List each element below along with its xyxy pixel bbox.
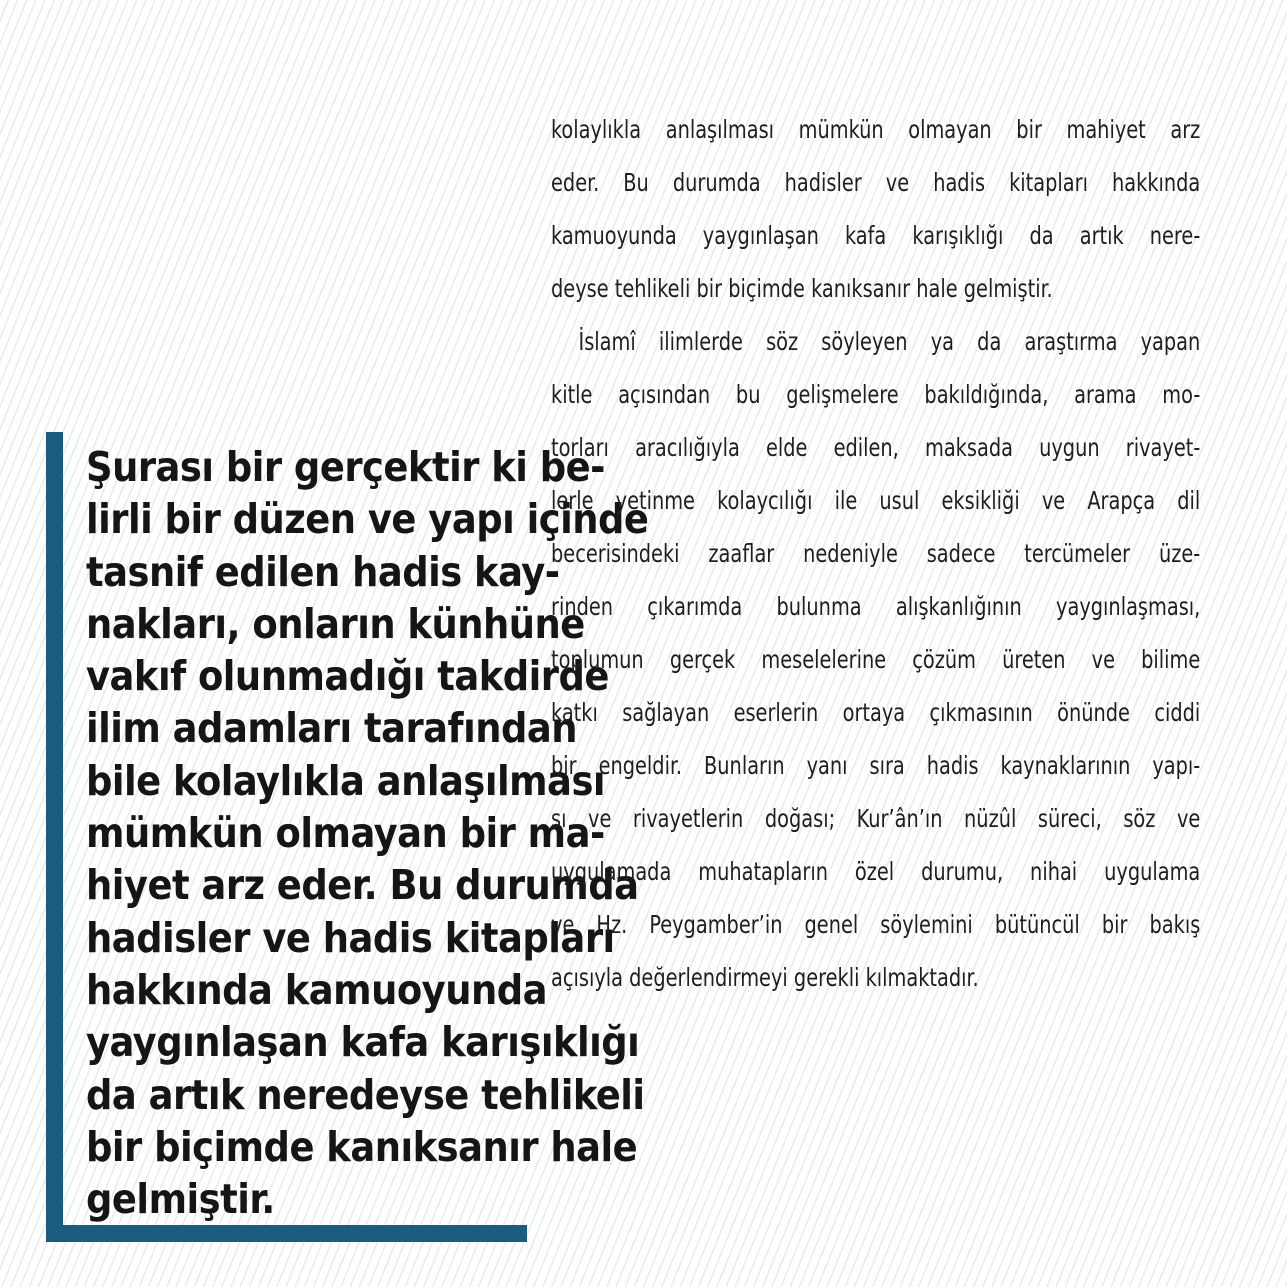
body-line: rinden çıkarımda bulunma alışkanlığının yaygınlaşması,: [551, 592, 1201, 621]
quote-line: hakkında kamuoyunda: [86, 965, 548, 1014]
quote-line: yaygınlaşan kafa karışıklığı: [86, 1018, 640, 1067]
body-line: İslamî ilimlerde söz söyleyen ya da araştırma yapan: [578, 327, 1201, 356]
body-line: katkı sağlayan eserlerin ortaya çıkmasının önünde ciddi: [551, 698, 1201, 727]
body-paragraphs: [551, 103, 1201, 1004]
quote-line: tasnif edilen hadis kay-: [86, 547, 560, 596]
body-line: açısıyla değerlendirmeyi gerekli kılmaktadır.: [551, 963, 979, 992]
body-line: kamuoyunda yaygınlaşan kafa karışıklığı da artık nere-: [551, 221, 1201, 250]
quote-line: hadisler ve hadis kitapları: [86, 913, 615, 962]
quote-line: gelmiştir.: [86, 1175, 275, 1224]
body-line: sı ve rivayetlerin doğası; Kur’ân’ın nüzûl süreci, söz ve: [551, 804, 1201, 833]
quote-line: nakları, onların künhüne: [86, 599, 585, 648]
body-line: deyse tehlikeli bir biçimde kanıksanır hale gelmiştir.: [551, 274, 1053, 303]
pull-quote: [86, 441, 649, 1225]
body-line: lerle yetinme kolaycılığı ile usul eksikliği ve Arapça dil: [551, 486, 1201, 515]
quote-line: hiyet arz eder. Bu durumda: [86, 861, 639, 910]
body-line: eder. Bu durumda hadisler ve hadis kitapları hakkında: [551, 168, 1201, 197]
body-line: bir engeldir. Bunların yanı sıra hadis kaynaklarının yapı-: [551, 751, 1201, 780]
quote-line: vakıf olunmadığı takdirde: [86, 652, 609, 701]
body-line: uygulamada muhatapların özel durumu, nihai uygulama: [551, 857, 1201, 886]
body-line: ve Hz. Peygamber’in genel söylemini bütüncül bir bakış: [551, 910, 1201, 939]
quote-line: Şurası bir gerçektir ki be-: [86, 443, 605, 491]
quote-line: lirli bir düzen ve yapı içinde: [86, 495, 649, 544]
body-line: torları aracılığıyla elde edilen, maksada uygun rivayet-: [551, 433, 1201, 462]
body-line: toplumun gerçek meselelerine çözüm üreten ve bilime: [551, 645, 1201, 674]
quote-line: mümkün olmayan bir ma-: [86, 809, 605, 858]
quote-line: da artık neredeyse tehlikeli: [86, 1070, 645, 1119]
body-line: becerisindeki zaaflar nedeniyle sadece tercümeler üze-: [551, 539, 1201, 568]
quote-line: bile kolaylıkla anlaşılması: [86, 756, 606, 805]
quote-line: bir biçimde kanıksanır hale: [86, 1122, 638, 1171]
body-line: kitle açısından bu gelişmelere bakıldığında, arama mo-: [551, 380, 1201, 409]
quote-line: ilim adamları tarafından: [86, 704, 578, 753]
body-line: kolaylıkla anlaşılması mümkün olmayan bir mahiyet arz: [551, 115, 1201, 144]
